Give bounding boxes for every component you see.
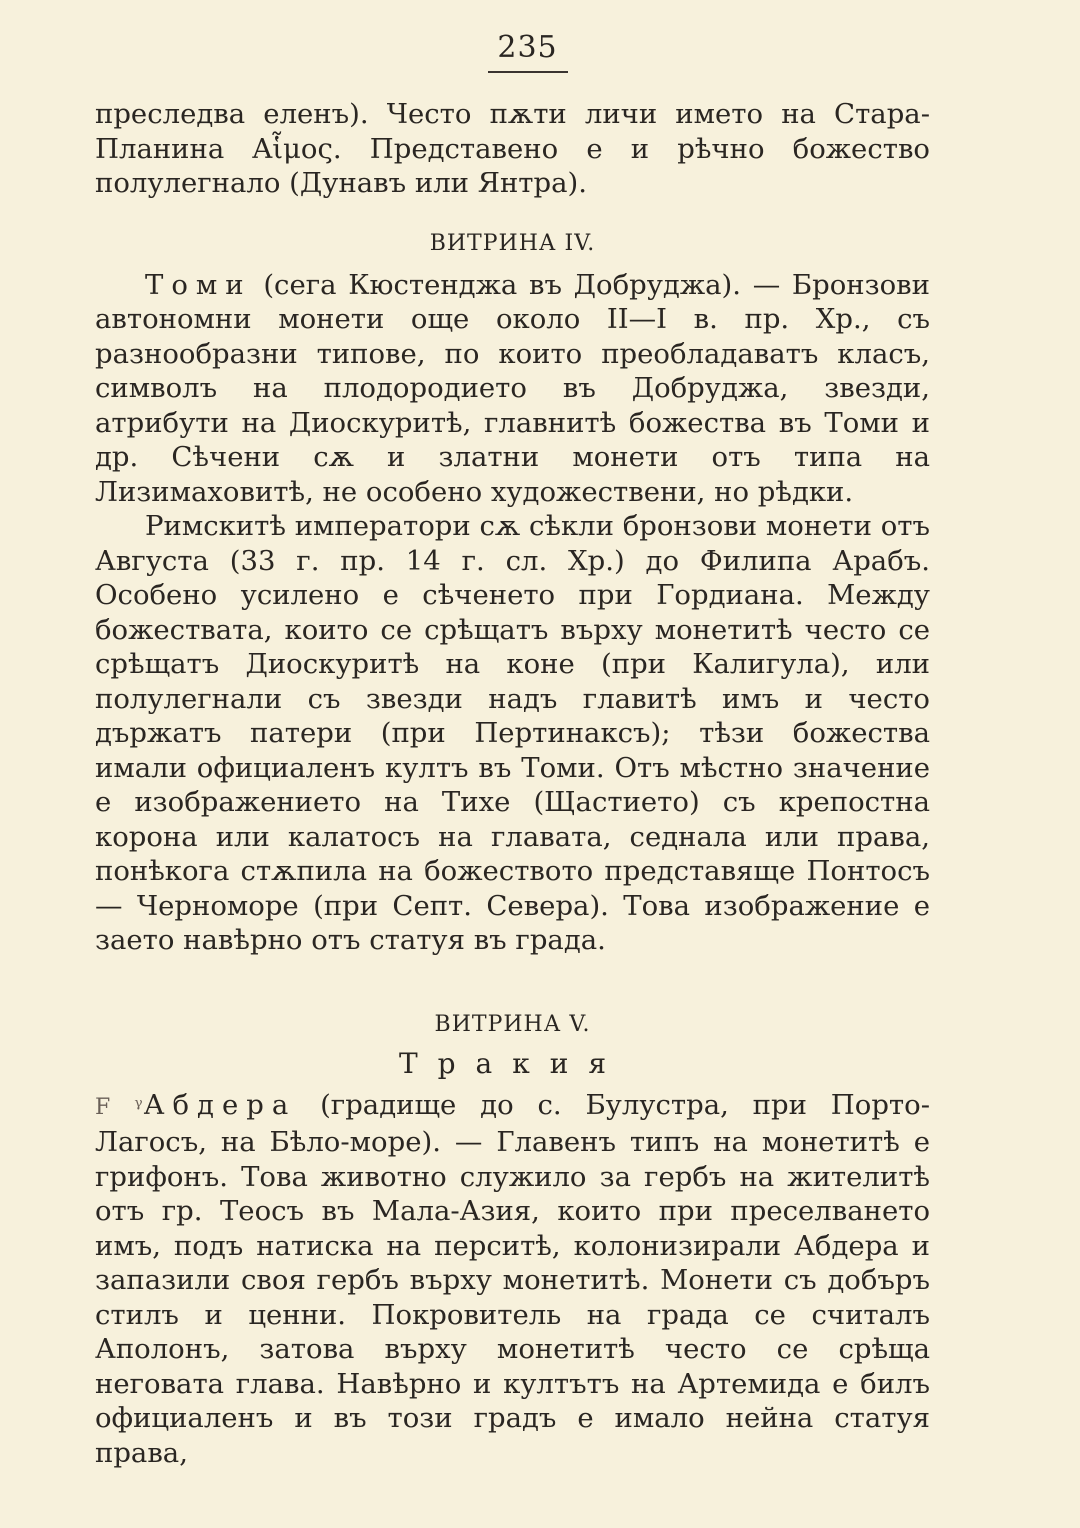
paragraph-tomi [95,268,930,510]
page-number: 235 [488,30,568,73]
paragraph-abdera-text: (градище до с. Булустра, при Порто-Лагосъ, на Бѣло-море). — Главенъ типъ на монетитѣ е грифонъ. Това животно служило за гербъ на жителитѣ отъ гр. Теосъ въ Мала-Азия, които при преселването имъ, подъ натиска на перситѣ, колонизирали Абдера и запазили своя гербъ върху монетитѣ. Монети съ добъръ стилъ и ценни. Покровитель на града се считалъ Аполонъ, затова върху монетитѣ често се срѣща неговата глава. Навѣрно и култътъ на Артемида е билъ официаленъ и въ този градъ е имало нейна статуя права, [95,1088,930,1469]
paragraph-abdera [95,1088,930,1471]
subheading-thrace: Тракия [398,1046,627,1080]
spaced-term-tomi: Томи [145,268,252,301]
section-heading-vitrina-v: ВИТРИНА V. [434,1011,591,1037]
paragraph-continuation: преследва еленъ). Често пѫти личи името на Стара-Планина Αἷμος. Представено е и рѣчно божество полулегнало (Дунавъ или Янтра). [95,98,930,199]
paragraph-tomi-text: (сега Кюстенджа въ Добруджа). — Бронзови автономни монети още около II—I в. пр. Хр., съ разнообразни типове, по които преобладаватъ класъ, символъ на плодородието въ Добруджа, звезди, атрибути на Диоскуритѣ, главнитѣ божества въ Томи и др. Сѣчени сѫ и златни монети отъ типа на Лизимаховитѣ, не особено художествени, но рѣдки. [95,268,930,508]
section-heading-vitrina-iv: ВИТРИНА IV. [429,230,596,256]
paragraph-roman-emperors: Римскитѣ императори сѫ сѣкли бронзови монети отъ Августа (33 г. пр. 14 г. сл. Хр.) до Филипа Арабъ. Особено усилено е сѣченето при Гордиана. Между божествата, които се срѣщатъ върху монетитѣ често се срѣщатъ Диоскуритѣ на коне (при Калигула), или полулегнали съ звезди надъ главитѣ имъ и често държатъ патери (при Пертинаксъ); тѣзи божества имали официаленъ култъ въ Томи. Отъ мѣстно значение е изображението на Тихе (Щастието) съ крепостна корона или калатосъ на главата, седнала или права, понѣкога стѫпила на божеството представяще Понтосъ — Черноморе (при Септ. Севера). Това изображение е заето навѣрно отъ статуя въ града. [95,510,930,956]
spaced-term-abdera: Абдера [143,1088,297,1121]
marginal-mark: F ᵞ [95,1094,144,1120]
